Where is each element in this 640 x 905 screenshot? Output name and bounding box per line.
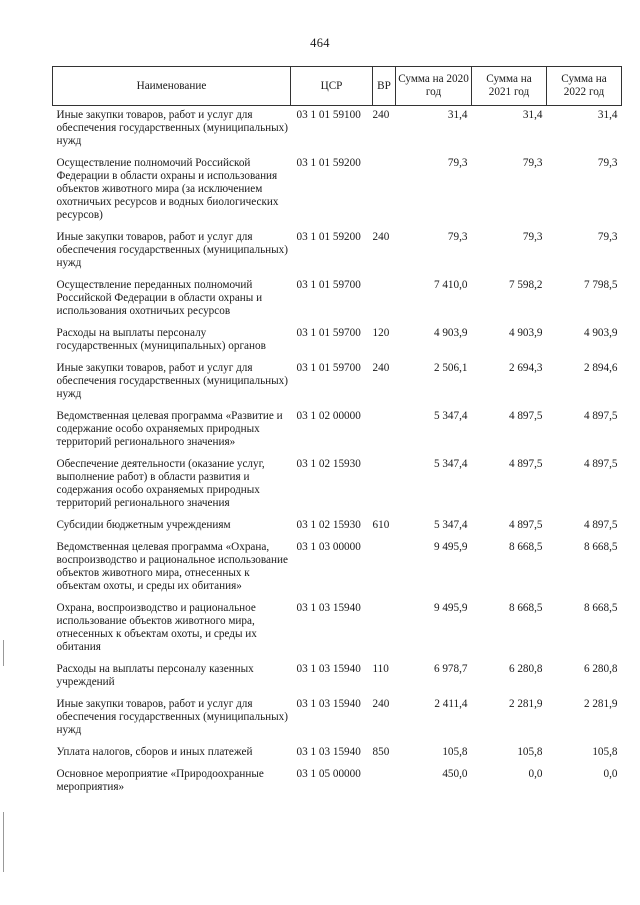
table-row <box>53 324 622 359</box>
row-sum-2020: 9 495,9 <box>433 541 468 553</box>
table-row <box>53 228 622 276</box>
row-csr-code: 03 1 03 15940 <box>296 663 361 675</box>
row-sum-2020: 79,3 <box>447 231 468 243</box>
budget-table <box>52 66 622 800</box>
row-vr-code: 110 <box>372 663 389 675</box>
row-name: Осуществление переданных полномочий Российской Федерации в области охраны и использования охотничьих ресурсов <box>56 279 263 317</box>
row-csr-code: 03 1 03 15940 <box>296 698 361 710</box>
row-sum-2021: 7 598,2 <box>508 279 543 291</box>
row-name: Основное мероприятие «Природоохранные мероприятия» <box>56 768 264 793</box>
header-vr: ВР <box>373 67 396 106</box>
table-row <box>53 407 622 455</box>
row-csr-code: 03 1 02 15930 <box>296 458 361 470</box>
header-name: Наименование <box>53 67 291 106</box>
row-vr-code: 610 <box>372 519 390 531</box>
scan-edge-mark <box>3 640 4 666</box>
row-csr-code: 03 1 03 00000 <box>296 541 361 553</box>
row-name: Охрана, воспроизводство и рациональное использование объектов животного мира, отнесенных к объектам охоты, и среды их обитания <box>56 602 257 653</box>
row-sum-2022: 2 894,6 <box>583 362 618 374</box>
row-csr-code: 03 1 01 59200 <box>296 231 361 243</box>
row-sum-2020: 7 410,0 <box>433 279 468 291</box>
row-csr-code: 03 1 03 15940 <box>296 746 361 758</box>
row-name: Иные закупки товаров, работ и услуг для обеспечения государственных (муниципальных) нужд <box>56 109 288 147</box>
row-sum-2021: 2 694,3 <box>508 362 543 374</box>
row-sum-2020: 105,8 <box>442 746 468 758</box>
row-sum-2021: 8 668,5 <box>508 541 543 553</box>
row-sum-2022: 4 903,9 <box>583 327 618 339</box>
row-name: Субсидии бюджетным учреждениям <box>56 519 231 531</box>
row-name: Расходы на выплаты персоналу казенных учреждений <box>56 663 254 688</box>
row-sum-2022: 31,4 <box>597 109 618 121</box>
table-row <box>53 599 622 660</box>
page-number: 464 <box>310 36 330 50</box>
row-sum-2020: 450,0 <box>442 768 468 780</box>
row-name: Иные закупки товаров, работ и услуг для обеспечения государственных (муниципальных) нужд <box>56 698 288 736</box>
header-sum-2021: Сумма на 2021 год <box>472 67 547 106</box>
row-csr-code: 03 1 01 59700 <box>296 327 361 339</box>
table-row <box>53 538 622 599</box>
table-row <box>53 660 622 695</box>
row-csr-code: 03 1 02 00000 <box>296 410 361 422</box>
row-sum-2020: 9 495,9 <box>433 602 468 614</box>
row-sum-2021: 4 897,5 <box>508 458 543 470</box>
row-csr-code: 03 1 03 15940 <box>296 602 361 614</box>
row-sum-2022: 7 798,5 <box>583 279 618 291</box>
table-row <box>53 455 622 516</box>
row-csr-code: 03 1 05 00000 <box>296 768 361 780</box>
row-vr-code: 240 <box>372 231 390 243</box>
row-sum-2021: 31,4 <box>522 109 543 121</box>
row-sum-2021: 79,3 <box>522 157 543 169</box>
row-sum-2021: 4 897,5 <box>508 519 543 531</box>
header-sum-2020: Сумма на 2020 год <box>396 67 472 106</box>
header-sum-2022: Сумма на 2022 год <box>547 67 622 106</box>
table-row <box>53 743 622 765</box>
row-name: Ведомственная целевая программа «Охрана, воспроизводство и рациональное использование объектов животного мира, отнесенных к объектам охоты, и среды их обитания» <box>56 541 288 592</box>
row-name: Иные закупки товаров, работ и услуг для обеспечения государственных (муниципальных) нужд <box>56 231 288 269</box>
row-sum-2021: 4 897,5 <box>508 410 543 422</box>
row-sum-2022: 8 668,5 <box>583 602 618 614</box>
table-row <box>53 154 622 228</box>
row-sum-2020: 5 347,4 <box>433 519 468 531</box>
row-sum-2022: 79,3 <box>597 157 618 169</box>
row-vr-code <box>373 599 396 660</box>
row-sum-2020: 5 347,4 <box>433 410 468 422</box>
row-vr-code <box>373 455 396 516</box>
table-row <box>53 359 622 407</box>
row-vr-code <box>373 407 396 455</box>
row-vr-code <box>373 276 396 324</box>
row-sum-2022: 8 668,5 <box>583 541 618 553</box>
table-row <box>53 106 622 155</box>
row-name: Обеспечение деятельности (оказание услуг, выполнение работ) в области развития и содержания особо охраняемых природных территорий регионального значения <box>56 458 265 509</box>
row-vr-code <box>373 154 396 228</box>
header-csr: ЦСР <box>291 67 373 106</box>
row-name: Иные закупки товаров, работ и услуг для обеспечения государственных (муниципальных) нужд <box>56 362 288 400</box>
row-vr-code: 120 <box>372 327 390 339</box>
table-row <box>53 695 622 743</box>
row-vr-code: 850 <box>372 746 390 758</box>
row-vr-code: 240 <box>372 109 390 121</box>
table-row <box>53 516 622 538</box>
row-name: Расходы на выплаты персоналу государственных (муниципальных) органов <box>56 327 266 352</box>
row-sum-2022: 6 280,8 <box>583 663 618 675</box>
table-header-row <box>53 67 622 106</box>
row-sum-2020: 2 506,1 <box>433 362 468 374</box>
row-sum-2021: 6 280,8 <box>508 663 543 675</box>
row-vr-code: 240 <box>372 698 390 710</box>
row-sum-2020: 4 903,9 <box>433 327 468 339</box>
row-vr-code <box>373 538 396 599</box>
row-sum-2021: 79,3 <box>522 231 543 243</box>
row-vr-code: 240 <box>372 362 390 374</box>
row-sum-2021: 4 903,9 <box>508 327 543 339</box>
table-row <box>53 276 622 324</box>
row-sum-2021: 105,8 <box>517 746 543 758</box>
row-sum-2021: 2 281,9 <box>508 698 543 710</box>
row-name: Уплата налогов, сборов и иных платежей <box>56 746 253 758</box>
row-vr-code <box>373 765 396 800</box>
row-sum-2020: 2 411,4 <box>434 698 468 710</box>
row-name: Ведомственная целевая программа «Развитие и содержание особо охраняемых природных территорий регионального значения» <box>56 410 283 448</box>
row-csr-code: 03 1 02 15930 <box>296 519 361 531</box>
row-csr-code: 03 1 01 59100 <box>296 109 361 121</box>
row-name: Осуществление полномочий Российской Федерации в области охраны и использования объектов животного мира (за исключением охотничьих ресурсов и водных биологических ресурсов) <box>56 157 279 221</box>
row-csr-code: 03 1 01 59700 <box>296 279 361 291</box>
scan-edge-mark <box>3 812 4 872</box>
row-sum-2022: 4 897,5 <box>583 519 618 531</box>
row-csr-code: 03 1 01 59700 <box>296 362 361 374</box>
row-sum-2020: 31,4 <box>447 109 468 121</box>
row-sum-2020: 79,3 <box>447 157 468 169</box>
row-sum-2020: 5 347,4 <box>433 458 468 470</box>
row-sum-2022: 105,8 <box>592 746 618 758</box>
table-row <box>53 765 622 800</box>
row-sum-2021: 8 668,5 <box>508 602 543 614</box>
row-csr-code: 03 1 01 59200 <box>296 157 361 169</box>
row-sum-2022: 4 897,5 <box>583 458 618 470</box>
row-sum-2020: 6 978,7 <box>433 663 468 675</box>
row-sum-2022: 4 897,5 <box>583 410 618 422</box>
row-sum-2022: 0,0 <box>603 768 618 780</box>
row-sum-2021: 0,0 <box>528 768 543 780</box>
row-sum-2022: 2 281,9 <box>583 698 618 710</box>
row-sum-2022: 79,3 <box>597 231 618 243</box>
